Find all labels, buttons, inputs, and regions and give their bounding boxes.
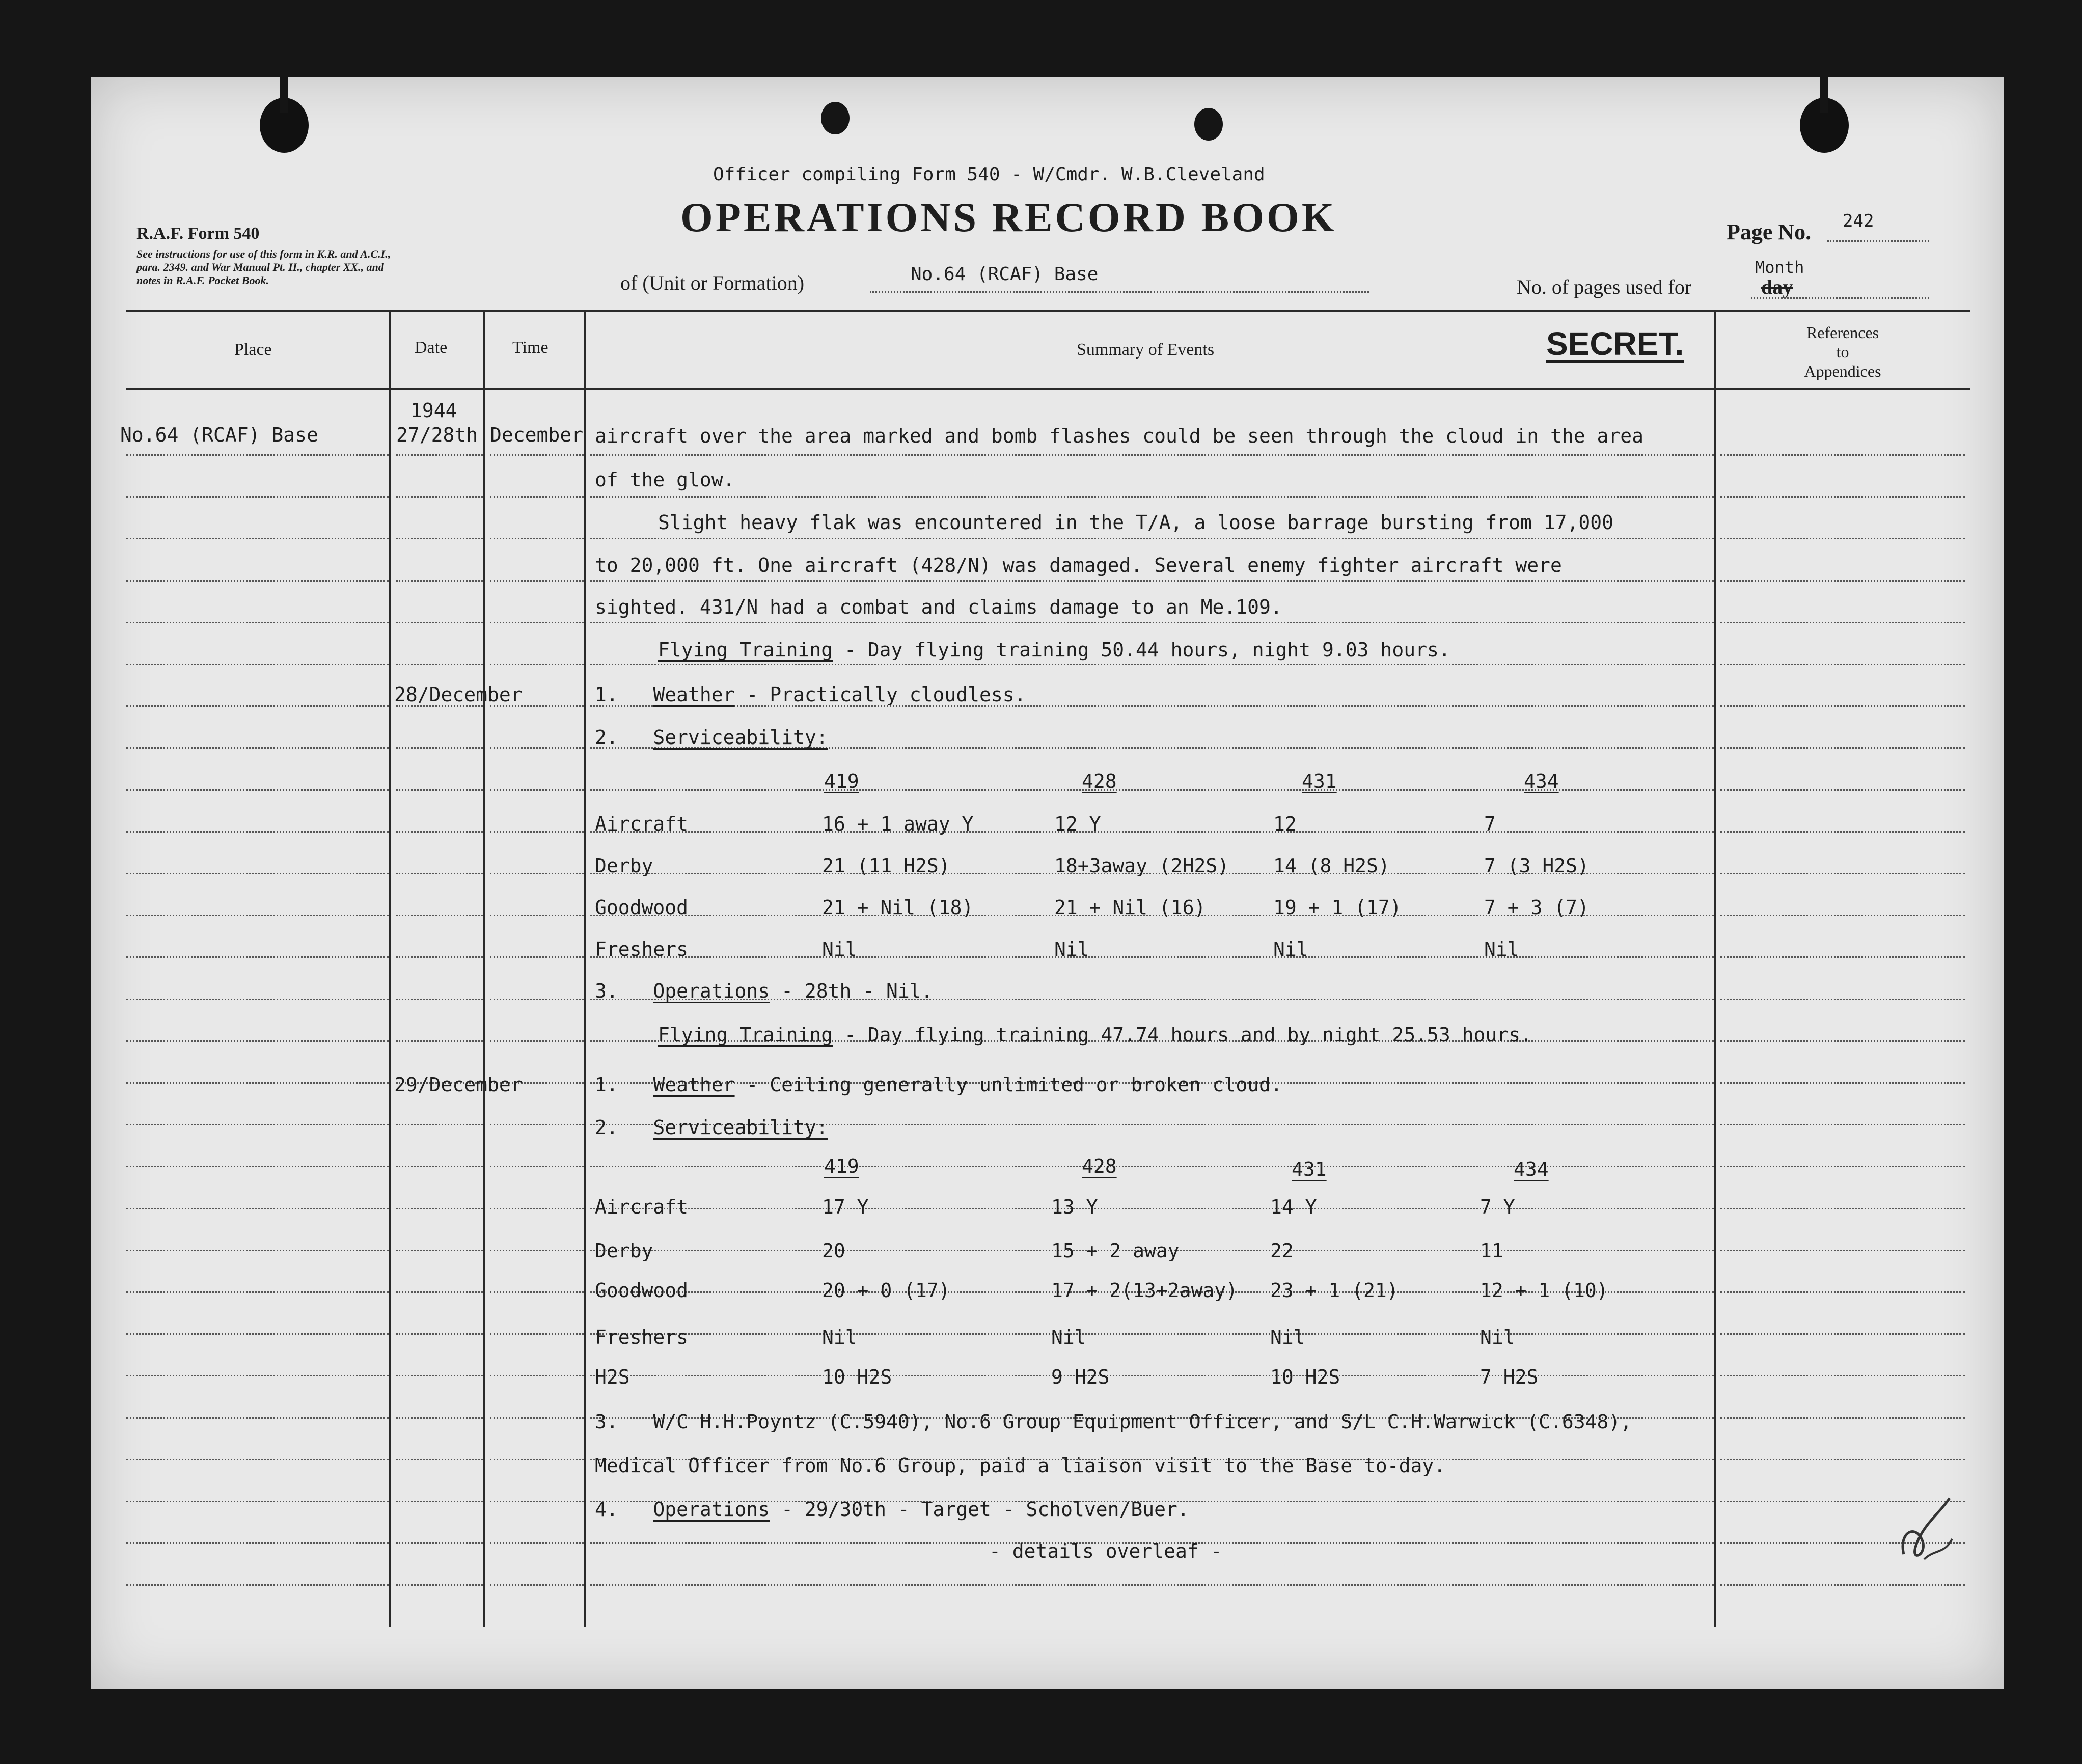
column-header-summary: Summary of Events	[1077, 340, 1215, 359]
ruled-line	[490, 831, 584, 833]
ruled-line	[490, 873, 584, 874]
column-header-place: Place	[234, 340, 272, 359]
summary-line: Slight heavy flak was encountered in the T/A, a loose barrage bursting from 17,000	[658, 511, 1613, 534]
ruled-line	[490, 1333, 584, 1335]
operations-item-29: 4. Operations - 29/30th - Target - Scholven/Buer.	[595, 1498, 1189, 1521]
ruled-line	[126, 1082, 389, 1084]
ruled-line	[1720, 1040, 1965, 1042]
handwritten-initials	[1894, 1493, 1960, 1575]
ruled-line	[126, 1208, 389, 1209]
table-cell: Nil	[1484, 938, 1519, 960]
ruled-line	[126, 1166, 389, 1167]
ruled-line	[490, 999, 584, 1000]
ruled-line	[396, 1040, 483, 1042]
ruled-line	[590, 1333, 1714, 1335]
table-cell: Nil	[1480, 1326, 1515, 1348]
ruled-line	[1720, 1333, 1965, 1335]
ruled-line	[126, 1124, 389, 1125]
ruled-line	[126, 831, 389, 833]
ruled-line	[126, 956, 389, 958]
ruled-line	[490, 956, 584, 958]
ruled-line	[590, 1208, 1714, 1209]
ruled-line	[1720, 705, 1965, 707]
ruled-line	[396, 789, 483, 791]
ruled-line	[590, 1375, 1714, 1376]
ruled-line	[396, 747, 483, 749]
ruled-line	[590, 664, 1714, 665]
ruled-line	[1720, 873, 1965, 874]
ruled-line	[1720, 747, 1965, 749]
ruled-line	[490, 1166, 584, 1167]
table-cell: 7 + 3 (7)	[1484, 896, 1589, 919]
table-row-label: Goodwood	[595, 896, 689, 919]
ruled-line	[490, 538, 584, 539]
table-cell: 21 + Nil (16)	[1054, 896, 1206, 919]
ruled-line	[1720, 1375, 1965, 1376]
punch-notch-left	[280, 77, 288, 113]
table-row-label: Freshers	[595, 938, 689, 960]
ruled-line	[1720, 1584, 1965, 1586]
ruled-line	[396, 1417, 483, 1419]
summary-line: sighted. 431/N had a combat and claims damage to an Me.109.	[595, 596, 1282, 618]
ruled-line	[1720, 956, 1965, 958]
ruled-line	[490, 1040, 584, 1042]
ruled-line	[1720, 496, 1965, 498]
ruled-line	[1720, 831, 1965, 833]
ruled-line	[590, 622, 1714, 623]
table-cell: 22	[1270, 1239, 1294, 1262]
operations-item-28: 3. Operations - 28th - Nil.	[595, 980, 933, 1002]
table-cell: 23 + 1 (21)	[1270, 1279, 1399, 1302]
table-row-label: Goodwood	[595, 1279, 689, 1302]
table-cell: 7 (3 H2S)	[1484, 855, 1589, 877]
ruled-line	[590, 831, 1714, 833]
table-row-label: Freshers	[595, 1326, 689, 1348]
ruled-line	[490, 664, 584, 665]
ruled-line	[396, 1291, 483, 1293]
ruled-line	[126, 873, 389, 874]
ruled-line	[126, 538, 389, 539]
ruled-line	[1720, 1166, 1965, 1167]
ruled-line	[396, 873, 483, 874]
table-row-label: Aircraft	[595, 813, 689, 835]
summary-line: to 20,000 ft. One aircraft (428/N) was damaged. Several enemy fighter aircraft were	[595, 554, 1562, 576]
table-cell: 7 Y	[1480, 1196, 1515, 1218]
ruled-line	[490, 1124, 584, 1125]
ruled-line	[396, 1250, 483, 1251]
page-title: OPERATIONS RECORD BOOK	[680, 194, 1337, 240]
table-row-label: H2S	[595, 1366, 630, 1388]
ruled-line	[590, 454, 1714, 456]
summary-line: aircraft over the area marked and bomb flashes could be seen through the cloud in the area	[595, 425, 1644, 447]
flying-training-28: Flying Training - Day flying training 47.74 hours and by night 25.53 hours.	[658, 1024, 1532, 1046]
ruled-line	[126, 1040, 389, 1042]
date-entry-28: 28/December	[394, 683, 523, 706]
liaison-visit-line: Medical Officer from No.6 Group, paid a liaison visit to the Base to-day.	[595, 1454, 1446, 1477]
ruled-line	[396, 915, 483, 916]
table-cell: 16 + 1 away Y	[822, 813, 974, 835]
ruled-line	[1720, 915, 1965, 916]
ruled-line	[490, 496, 584, 498]
ruled-line	[126, 1417, 389, 1419]
ruled-line	[490, 580, 584, 582]
ruled-line	[490, 1584, 584, 1586]
ruled-line	[126, 1375, 389, 1376]
ruled-line	[1720, 1459, 1965, 1460]
unit-value: No.64 (RCAF) Base	[911, 264, 1099, 285]
ruled-line	[490, 1375, 584, 1376]
ruled-line	[490, 747, 584, 749]
table-cell: 17 + 2(13+2away)	[1051, 1279, 1238, 1302]
ruled-line	[126, 705, 389, 707]
ruled-line	[490, 454, 584, 456]
squadron-header-431: 431	[1302, 770, 1337, 792]
binding-hole	[821, 102, 850, 134]
ruled-line	[126, 580, 389, 582]
column-header-time: Time	[512, 338, 549, 357]
table-cell: 12 Y	[1054, 813, 1101, 835]
table-cell: 7 H2S	[1480, 1366, 1539, 1388]
ruled-line	[126, 999, 389, 1000]
ruled-line	[396, 1584, 483, 1586]
ruled-line	[1720, 622, 1965, 623]
weather-item-28: 1. Weather - Practically cloudless.	[595, 683, 1026, 706]
ruled-line	[126, 747, 389, 749]
ruled-line	[1720, 1291, 1965, 1293]
punch-notch-right	[1820, 77, 1828, 113]
table-cell: 14 Y	[1270, 1196, 1317, 1218]
form-sheet	[91, 77, 2004, 1689]
ruled-line	[396, 1375, 483, 1376]
table-cell: Nil	[1273, 938, 1308, 960]
ruled-line	[396, 1459, 483, 1460]
ruled-line	[126, 1584, 389, 1586]
year-entry: 1944	[410, 399, 457, 422]
ruled-line	[126, 664, 389, 665]
col-divider-summary	[1714, 311, 1716, 1627]
ruled-line	[490, 1542, 584, 1544]
ruled-line	[490, 1250, 584, 1251]
page-number-value: 242	[1843, 211, 1874, 231]
squadron-header-434: 434	[1514, 1158, 1549, 1180]
ruled-line	[396, 1166, 483, 1167]
table-cell: 20	[822, 1239, 845, 1262]
ruled-line	[396, 1333, 483, 1335]
form-instructions: See instructions for use of this form in K.R. and A.C.I., para. 2349. and War Manual Pt. II., chapter XX., and notes in R.A.F. Pocket Book.	[136, 247, 391, 287]
ruled-line	[1720, 1082, 1965, 1084]
ruled-line	[396, 831, 483, 833]
page-dotted-line	[1827, 240, 1929, 242]
form-name: R.A.F. Form 540	[136, 224, 260, 243]
ruled-line	[1720, 789, 1965, 791]
ruled-line	[126, 496, 389, 498]
date-entry-29: 29/December	[394, 1073, 523, 1096]
col-divider-time	[584, 311, 586, 1627]
ruled-line	[396, 496, 483, 498]
ruled-line	[1720, 1208, 1965, 1209]
serviceability-item-28: 2. Serviceability:	[595, 726, 828, 749]
table-cell: 21 (11 H2S)	[822, 855, 950, 877]
flying-training-27-28: Flying Training - Day flying training 50.44 hours, night 9.03 hours.	[658, 639, 1450, 661]
ruled-line	[396, 664, 483, 665]
ruled-line	[126, 622, 389, 623]
ruled-line	[396, 538, 483, 539]
place-entry: No.64 (RCAF) Base	[120, 424, 318, 446]
table-cell: Nil	[1270, 1326, 1305, 1348]
summary-line: of the glow.	[595, 468, 735, 491]
ruled-line	[396, 1124, 483, 1125]
ruled-line	[590, 580, 1714, 582]
ruled-line	[126, 1250, 389, 1251]
table-row-label: Derby	[595, 855, 653, 877]
table-cell: Nil	[1054, 938, 1089, 960]
table-cell: 11	[1480, 1239, 1503, 1262]
ruled-line	[490, 622, 584, 623]
unit-dotted-line	[870, 291, 1369, 293]
ruled-line	[126, 1291, 389, 1293]
ruled-line	[126, 1459, 389, 1460]
squadron-header-428: 428	[1082, 770, 1117, 792]
table-cell: 12	[1273, 813, 1297, 835]
unit-label: of (Unit or Formation)	[620, 271, 805, 294]
table-cell: 15 + 2 away	[1051, 1239, 1180, 1262]
ruled-line	[590, 538, 1714, 539]
ruled-line	[490, 915, 584, 916]
table-cell: 17 Y	[822, 1196, 869, 1218]
table-cell: 18+3away (2H2S)	[1054, 855, 1229, 877]
ruled-line	[490, 1291, 584, 1293]
ruled-line	[396, 1208, 483, 1209]
ruled-line	[396, 1542, 483, 1544]
table-top-border	[126, 310, 1970, 312]
table-cell: Nil	[822, 1326, 857, 1348]
table-row-label: Derby	[595, 1239, 653, 1262]
ruled-line	[396, 999, 483, 1000]
binding-hole	[1194, 108, 1223, 141]
ruled-line	[396, 622, 483, 623]
ruled-line	[1720, 454, 1965, 456]
ruled-line	[590, 956, 1714, 958]
col-divider-place	[389, 311, 391, 1627]
ruled-line	[490, 1459, 584, 1460]
ruled-line	[126, 1501, 389, 1502]
ruled-line	[126, 454, 389, 456]
ruled-line	[490, 789, 584, 791]
table-cell: 13 Y	[1051, 1196, 1098, 1218]
ruled-line	[396, 454, 483, 456]
pages-used-struck: day	[1761, 275, 1793, 298]
ruled-line	[396, 580, 483, 582]
date-entry-27-28: 27/28th	[396, 424, 478, 446]
table-cell: 19 + 1 (17)	[1273, 896, 1402, 919]
ruled-line	[396, 956, 483, 958]
weather-item-29: 1. Weather - Ceiling generally unlimited or broken cloud.	[595, 1073, 1282, 1096]
ruled-line	[490, 1417, 584, 1419]
ruled-line	[1720, 1124, 1965, 1125]
table-cell: 20 + 0 (17)	[822, 1279, 950, 1302]
classification-secret: SECRET.	[1546, 325, 1684, 362]
table-cell: Nil	[1051, 1326, 1086, 1348]
ruled-line	[1720, 664, 1965, 665]
ruled-line	[1720, 1417, 1965, 1419]
ruled-line	[1720, 1250, 1965, 1251]
liaison-visit-item: 3. W/C H.H.Poyntz (C.5940), No.6 Group Equipment Officer, and S/L C.H.Warwick (C.6348),	[595, 1411, 1632, 1433]
table-cell: 7	[1484, 813, 1496, 835]
pages-used-value: Month	[1755, 258, 1804, 277]
ruled-line	[1720, 538, 1965, 539]
ruled-line	[1720, 580, 1965, 582]
squadron-header-419: 419	[824, 1155, 859, 1177]
ruled-line	[490, 1501, 584, 1502]
table-cell: 12 + 1 (10)	[1480, 1279, 1608, 1302]
table-cell: 10 H2S	[1270, 1366, 1340, 1388]
squadron-header-428: 428	[1082, 1155, 1117, 1177]
ruled-line	[590, 1584, 1714, 1586]
ruled-line	[126, 789, 389, 791]
squadron-header-434: 434	[1524, 770, 1559, 792]
header-bottom-border	[126, 388, 1970, 390]
table-cell: 21 + Nil (18)	[822, 896, 974, 919]
ruled-line	[1720, 999, 1965, 1000]
table-cell: 14 (8 H2S)	[1273, 855, 1390, 877]
ruled-line	[126, 915, 389, 916]
pages-used-dotted-line	[1751, 297, 1929, 299]
table-cell: Nil	[822, 938, 857, 960]
table-cell: 9 H2S	[1051, 1366, 1110, 1388]
serviceability-item-29: 2. Serviceability:	[595, 1116, 828, 1139]
ruled-line	[126, 1542, 389, 1544]
ruled-line	[590, 496, 1714, 498]
ruled-line	[126, 1333, 389, 1335]
table-row-label: Aircraft	[595, 1196, 689, 1218]
table-cell: 10 H2S	[822, 1366, 892, 1388]
page-number-label: Page No.	[1727, 219, 1812, 244]
ruled-line	[490, 1208, 584, 1209]
compiler-line: Officer compiling Form 540 - W/Cmdr. W.B.Cleveland	[713, 164, 1265, 185]
time-entry-december: December	[490, 424, 584, 446]
ruled-line	[396, 1501, 483, 1502]
squadron-header-431: 431	[1292, 1158, 1327, 1180]
column-header-references: References to Appendices	[1804, 323, 1881, 380]
column-header-date: Date	[415, 338, 448, 357]
squadron-header-419: 419	[824, 770, 859, 792]
pages-used-label: No. of pages used for	[1517, 275, 1692, 298]
col-divider-date	[483, 311, 485, 1627]
details-overleaf-note: - details overleaf -	[989, 1540, 1222, 1562]
